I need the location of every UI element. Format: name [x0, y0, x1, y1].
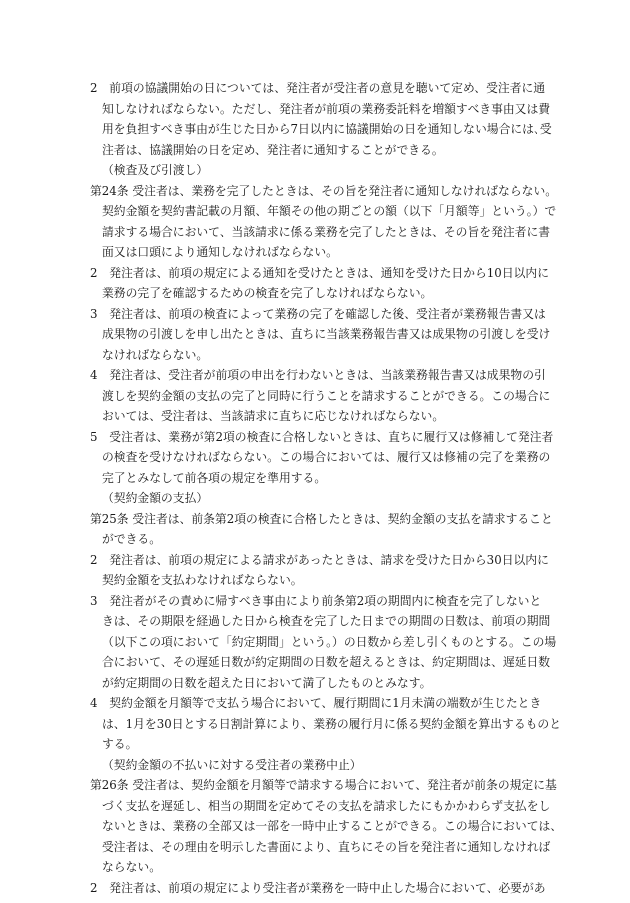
text-line: 3 発注者がその責めに帰すべき事由により前条第2項の期間内に検査を完了しないと [90, 593, 542, 608]
text-line: 契約金額を支払わなければならない。 [102, 573, 303, 587]
article-paragraph [90, 509, 553, 550]
text-line: なければならない。 [102, 347, 209, 362]
numbered-paragraph [90, 263, 548, 304]
text-line: 第26条 受注者は、契約金額を月額等で請求する場合において、発注者が前条の規定に基 [90, 778, 557, 792]
text-line: は、1月を30日とする日割計算により、業務の履行月に係る契約金額を算出するものと [102, 716, 562, 731]
text-line: 知しなければならない。ただし、発注者が前項の業務委託料を増額すべき事由又は費 [102, 101, 551, 116]
text-line: 2 発注者は、前項の規定による通知を受けたときは、通知を受けた日から10日以内に [90, 265, 550, 280]
text-line: 4 発注者は、受注者が前項の申出を行わないときは、当該業務報告書又は成果物の引 [90, 368, 546, 382]
text-line: 受注者は、その理由を明示した書面により、直ちにその旨を発注者に通知しなければ [102, 839, 551, 854]
text-line: 2 発注者は、前項の規定による請求があったときは、請求を受けた日から30日以内に [90, 552, 549, 567]
article-paragraph [90, 775, 563, 878]
text-line: ができる。 [102, 532, 161, 546]
text-line: 契約金額を契約書記載の月額、年額その他の期ごとの額（以下「月額等」という。）で [102, 204, 557, 218]
text-line: ならない。 [102, 860, 161, 874]
text-line: （検査及び引渡し） [102, 163, 209, 177]
text-line: 業務の完了を確認するための検査を完了しなければならない。 [102, 286, 433, 300]
text-line: 3 発注者は、前項の検査によって業務の完了を確認した後、受注者が業務報告書又は [90, 306, 546, 321]
text-line: きは、その期限を経過した日から検査を完了した日までの期間の日数は、前項の期間 [102, 614, 551, 628]
numbered-paragraph [90, 427, 554, 489]
text-line: おいては、受注者は、当該請求に直ちに応じなければならない。 [102, 409, 445, 423]
text-line: の検査を受けなければならない。この場合においては、履行又は修補の完了を業務の [102, 450, 551, 464]
text-line: 注者は、協議開始の日を定め、発注者に通知することができる。 [102, 142, 444, 157]
text-line: 2 発注者は、前項の規定により受注者が業務を一時中止した場合において、必要があ [90, 880, 546, 895]
article-paragraph [90, 181, 558, 263]
text-line: （契約金額の不払いに対する受注者の業務中止） [102, 757, 362, 772]
section-heading [90, 488, 548, 509]
text-line: 第24条 受注者は、業務を完了したときは、その旨を発注者に通知しなければならない。 [90, 183, 558, 198]
text-line: 面又は口頭により通知しなければならない。 [102, 245, 338, 259]
numbered-paragraph [90, 304, 551, 366]
text-line: ないときは、業務の全部又は一部を一時中止することができる。この場合においては、 [102, 819, 563, 833]
text-line: 合において、その遅延日数が約定期間の日数を超えるときは、約定期間は、遅延日数 [102, 655, 551, 669]
text-line: （以下この項において「約定期間」という。）の日数から差し引くものとする。この場 [102, 634, 557, 649]
text-line: 完了とみなして前各項の規定を準用する。 [102, 470, 327, 485]
text-line: （契約金額の支払） [102, 491, 209, 505]
text-line: 請求する場合において、当該請求に係る業務を完了したときは、その旨を発注者に書 [102, 224, 551, 239]
document-body [90, 78, 563, 898]
text-line: が約定期間の日数を超えた日において満了したものとみなす。 [102, 675, 432, 690]
text-line: づく支払を遅延し、相当の期間を定めてその支払を請求したにもかかわらず支払をし [102, 798, 551, 813]
numbered-paragraph [90, 365, 551, 427]
text-line: する。 [102, 737, 138, 751]
numbered-paragraph [90, 550, 548, 591]
text-line: 用を負担すべき事由が生じた日から7日以内に協議開始の日を通知しない場合には､受 [102, 122, 552, 136]
numbered-paragraph [90, 591, 557, 694]
numbered-paragraph [90, 78, 552, 160]
text-line: 成果物の引渡しを申し出たときは、直ちに当該業務報告書又は成果物の引渡しを受け [102, 327, 551, 341]
numbered-paragraph [90, 878, 548, 899]
section-heading [90, 160, 548, 181]
section-heading [90, 755, 548, 776]
text-line: 渡しを契約金額の支払の完了と同時に行うことを請求することができる。この場合に [102, 388, 551, 403]
text-line: 第25条 受注者は、前条第2項の検査に合格したときは、契約金額の支払を請求すること [90, 511, 553, 526]
text-line: 4 契約金額を月額等で支払う場合において、履行期間に1月未満の端数が生じたとき [90, 696, 542, 710]
text-line: 2 前項の協議開始の日については、発注者が受注者の意見を聴いて定め、受注者に通 [90, 81, 546, 95]
text-line: 5 受注者は、業務が第2項の検査に合格しないときは、直ちに履行又は修補して発注者 [90, 429, 554, 444]
numbered-paragraph [90, 693, 562, 755]
